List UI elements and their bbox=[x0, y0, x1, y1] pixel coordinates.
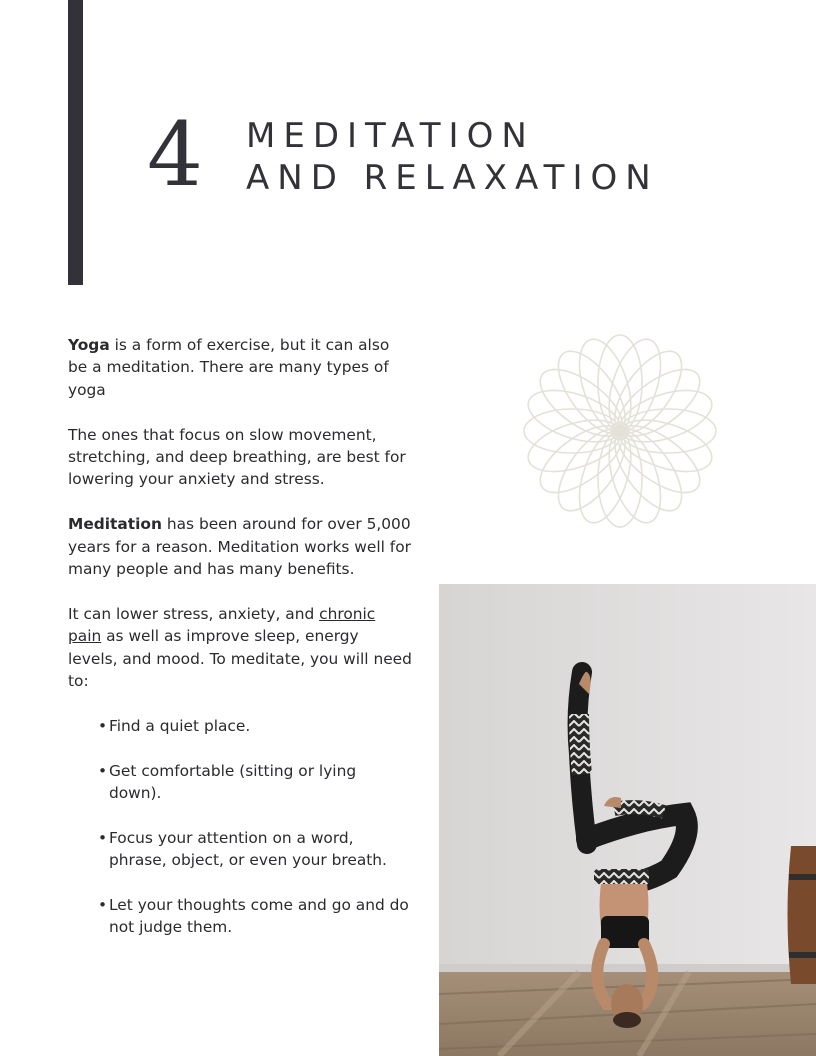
paragraph-yoga-text: is a form of exercise, but it can also be a meditation. There are many types of yoga bbox=[68, 336, 390, 399]
paragraph-meditation-text: has been around for over 5,000 years for a reason. Meditation works well for many people and has many benefits. bbox=[68, 515, 411, 579]
yoga-headstand-photo bbox=[439, 584, 816, 1056]
chapter-title-line-2: AND RELAXATION bbox=[246, 158, 659, 198]
list-item: • Get comfortable (sitting or lying down). bbox=[98, 760, 413, 805]
chronic-pain-link[interactable]: chronic pain bbox=[68, 604, 376, 646]
keyword-meditation: Meditation bbox=[68, 515, 162, 534]
list-item: • Find a quiet place. bbox=[98, 715, 413, 737]
accent-bar bbox=[68, 0, 83, 285]
paragraph-yoga bbox=[68, 334, 413, 401]
list-item: • Focus your attention on a word, phrase, object, or even your breath. bbox=[98, 827, 413, 872]
mandala-ornament-icon bbox=[520, 333, 720, 529]
mandala-ornament-svg bbox=[520, 333, 720, 529]
paragraph-benefits-text-1: It can lower stress, anxiety, and bbox=[68, 604, 320, 623]
paragraph-meditation bbox=[68, 513, 413, 580]
chapter-title bbox=[246, 115, 786, 199]
yoga-headstand-illustration bbox=[439, 584, 816, 1056]
meditation-steps-list bbox=[68, 715, 413, 939]
chapter-title-line-1: MEDITATION bbox=[246, 116, 535, 156]
chapter-number: 4 bbox=[147, 103, 203, 206]
paragraph-slow-movement: The ones that focus on slow movement, stretching, and deep breathing, are best for lowering your anxiety and stress. bbox=[68, 425, 406, 489]
body-text bbox=[68, 334, 413, 961]
list-item: • Let your thoughts come and go and do not judge them. bbox=[98, 894, 413, 939]
paragraph-benefits bbox=[68, 603, 413, 693]
keyword-yoga: Yoga bbox=[68, 336, 110, 354]
paragraph-benefits-text-2: as well as improve sleep, energy levels, and mood. To meditate, you will need to: bbox=[68, 627, 412, 691]
